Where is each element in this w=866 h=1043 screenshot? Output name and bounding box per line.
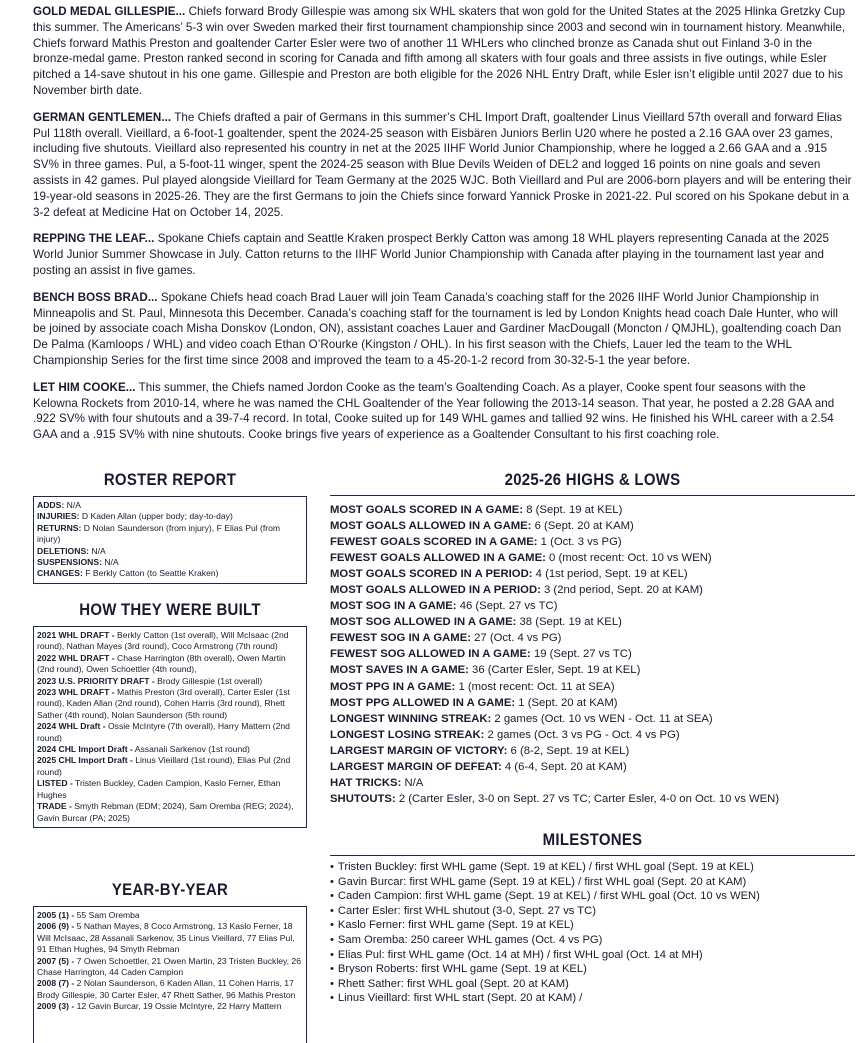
note-heading: GERMAN GENTLEMEN...: [33, 110, 172, 124]
roster-row: [37, 511, 303, 522]
yby-value: 5 Nathan Mayes, 8 Coco Armstrong, 13 Kaslo Ferner, 18 Will McIsaac, 28 Assanali Sarkenov, 35 Linus Vieillard, 77 Elias Pul, 91 Ethan Hughes, 94 Smyth Rebman: [37, 921, 295, 955]
highs-row: [330, 502, 855, 518]
highs-value: 46 (Sept. 27 vs TC): [456, 600, 558, 613]
built-value: Brody Gillespie (1st overall): [154, 675, 263, 686]
roster-key: SUSPENSIONS:: [37, 557, 102, 568]
milestone-item: [330, 933, 855, 948]
roster-value: N/A: [89, 545, 106, 556]
built-key: 2021 WHL DRAFT -: [37, 630, 115, 640]
roster-report-title: ROSTER REPORT: [103, 470, 237, 489]
built-value: Berkly Catton (1st overall), Will McIsaac (2nd round), Nathan Mayes (3rd round), Coco Armstrong (7th round): [37, 630, 289, 652]
roster-row: [37, 557, 303, 568]
built-row: [37, 676, 303, 687]
highs-value: 8 (Sept. 19 at KEL): [523, 504, 623, 516]
highs-row: [330, 550, 855, 566]
milestone-text: Rhett Sather: first WHL goal (Sept. 20 at KAM): [337, 977, 569, 990]
highs-key: HAT TRICKS:: [330, 776, 402, 789]
roster-value: N/A: [101, 557, 119, 568]
milestone-item: [330, 918, 855, 933]
roster-row: [37, 546, 303, 557]
highs-value: 2 (Carter Esler, 3-0 on Sept. 27 vs TC; Carter Esler, 4-0 on Oct. 10 vs WEN): [395, 792, 780, 805]
highs-key: MOST SOG ALLOWED IN A GAME:: [330, 616, 517, 629]
note-heading: BENCH BOSS BRAD...: [33, 290, 158, 304]
milestone-text: Gavin Burcar: first WHL game (Sept. 19 at KEL) / first WHL goal (Sept. 20 at KAM): [337, 875, 747, 888]
bullet-icon: •: [330, 875, 334, 888]
roster-report: [33, 470, 307, 584]
highs-key: FEWEST GOALS SCORED IN A GAME:: [330, 536, 538, 549]
highs-value: 1 (Oct. 3 vs PG): [537, 536, 622, 549]
highs-value: 36 (Carter Esler, Sept. 19 at KEL): [468, 664, 641, 677]
yby-row: [37, 1001, 303, 1012]
highs-row: [330, 630, 855, 646]
highs-value: 0 (most recent: Oct. 10 vs WEN): [545, 552, 712, 565]
highs-key: LARGEST MARGIN OF DEFEAT:: [330, 760, 502, 773]
built-key: 2024 WHL Draft -: [37, 721, 106, 732]
built-key: 2022 WHL DRAFT -: [37, 652, 115, 663]
roster-value: F Berkly Catton (to Seattle Kraken): [82, 568, 219, 579]
notes-section: [33, 4, 853, 454]
built-key: LISTED -: [37, 778, 73, 789]
highs-row: [330, 598, 855, 614]
highs-row: [330, 711, 855, 727]
built-value: Tristen Buckley, Caden Campion, Kaslo Ferner, Ethan Hughes: [37, 778, 281, 800]
milestone-text: Linus Vieillard: first WHL start (Sept. 20 at KAM) /: [337, 992, 583, 1005]
built-box: [33, 626, 307, 828]
note-body: The Chiefs drafted a pair of Germans in this summer’s CHL Import Draft, goaltender Linus Vieillard 57th overall and forward Elias Pul 118th overall. Vieillard, a 6-foot-1 goaltender, spent the 2024-25 season with Eisbären Juniors Berlin U20 where he posted a 2.16 GAA over 23 games, including five shutouts. Vieillard also represented his country in net at the 2025 IIHF World Junior Championship, where he logged a 2.66 GAA and a .915 SV% in three games. Pul, a 5-foot-11 winger, spent the 2024-25 season with Blue Devils Weiden of DEL2 and logged 16 points on nine goals and seven assists in 42 games. Pul played alongside Vieillard for Team Germany at the 2025 WJC. Both Vieillard and Pul are 2006-born players and will be entering their 19-year-old seasons in 2025-26. They are the first Germans to join the Chiefs since forward Yannick Proske in 2021-22. Pul scored on his Spokane debut in a 3-2 defeat at Medicine Hat on October 14, 2025.: [33, 110, 852, 219]
highs-row: [330, 775, 855, 791]
yby-key: 2009 (3) -: [37, 1001, 75, 1012]
highs-row: [330, 534, 855, 550]
note-cooke: [33, 380, 853, 443]
highs-value: N/A: [401, 776, 424, 789]
yby-key: 2007 (5) -: [37, 955, 75, 966]
highs-key: MOST SOG IN A GAME:: [330, 600, 457, 613]
built-value: Smyth Rebman (EDM; 2024), Sam Oremba (REG; 2024), Gavin Burcar (PA; 2025): [37, 801, 294, 823]
note-body: Chiefs forward Brody Gillespie was among six WHL skaters that won gold for the United States at the 2025 Hlinka Gretzky Cup this summer. The Americans’ 5-3 win over Sweden marked their first tournament championship since 2003 and second win in tournament history. Meanwhile, Chiefs forward Mathis Preston and goaltender Carter Esler were two of another 11 WHLers who clinched bronze as Canada shut out Finland 3-0 in the bronze-medal game. Preston ranked second in scoring for Canada and fifth among all skaters with four goals and three assists in five outings, while Esler pitched a 14-save shutout in his one game. Gillespie and Preston are both eligible for the 2026 NHL Entry Draft, while Esler isn’t eligible until 2027 due to his November birth date.: [33, 5, 846, 97]
how-they-were-built: [33, 600, 307, 828]
highs-key: MOST GOALS SCORED IN A PERIOD:: [330, 568, 533, 581]
built-key: TRADE -: [37, 801, 72, 812]
highs-key: LARGEST MARGIN OF VICTORY:: [330, 744, 508, 757]
milestone-item: [330, 962, 855, 977]
roster-value: N/A: [64, 500, 81, 510]
bullet-icon: •: [330, 933, 334, 946]
yby-value: 12 Gavin Burcar, 19 Ossie McIntyre, 22 Harry Mattern: [74, 1001, 282, 1012]
highs-row: [330, 759, 855, 775]
milestone-text: Sam Oremba: 250 career WHL games (Oct. 4 vs PG): [337, 933, 603, 946]
built-row: [37, 778, 303, 801]
highs-key: LONGEST LOSING STREAK:: [330, 728, 485, 741]
highs-value: 3 (2nd period, Sept. 20 at KAM): [540, 584, 703, 597]
milestone-text: Bryson Roberts: first WHL game (Sept. 19 at KEL): [337, 963, 587, 976]
highs-value: 6 (Sept. 20 at KAM): [531, 520, 634, 533]
built-key: 2025 CHL Import Draft -: [37, 755, 133, 766]
bullet-icon: •: [330, 992, 334, 1005]
highs-key: SHUTOUTS:: [330, 792, 396, 805]
built-value: Assanali Sarkenov (1st round): [132, 744, 250, 755]
highs-key: MOST PPG IN A GAME:: [330, 680, 456, 693]
note-bench-boss: [33, 290, 853, 369]
highs-value: 27 (Oct. 4 vs PG): [471, 632, 562, 645]
milestones-divider: [330, 855, 855, 856]
roster-key: CHANGES:: [37, 568, 83, 579]
bullet-icon: •: [330, 904, 334, 917]
roster-key: DELETIONS:: [37, 545, 90, 556]
milestone-text: Kaslo Ferner: first WHL game (Sept. 19 at KEL): [337, 919, 574, 932]
note-gillespie: [33, 4, 853, 99]
highs-key: LONGEST WINNING STREAK:: [330, 712, 492, 725]
built-value: Chase Harrington (8th overall), Owen Martin (2nd round), Owen Schoettler (4th round),: [37, 652, 286, 675]
built-row: [37, 687, 303, 721]
built-value: Linus Vieillard (1st round), Elias Pul (2nd round): [37, 755, 291, 777]
built-title: HOW THEY WERE BUILT: [79, 600, 261, 619]
built-row: [37, 630, 303, 653]
yby-box: [33, 906, 307, 1043]
yby-value: 55 Sam Oremba: [74, 910, 140, 920]
yby-value: 2 Nolan Saunderson, 6 Kaden Allan, 11 Cohen Harris, 17 Brody Gillespie, 30 Carter Esler, 47 Rhett Sather, 96 Mathis Preston: [37, 978, 296, 1000]
bullet-icon: •: [330, 861, 334, 873]
highs-row: [330, 646, 855, 662]
note-heading: LET HIM COOKE...: [33, 380, 136, 394]
built-row: [37, 721, 303, 744]
highs-key: FEWEST SOG IN A GAME:: [330, 632, 472, 645]
roster-row: [37, 523, 303, 546]
note-body: Spokane Chiefs captain and Seattle Kraken prospect Berkly Catton was among 18 WHL players representing Canada at the 2025 World Junior Summer Showcase in July. Catton returns to the IIHF World Junior Championship with Canada after playing in the tournament last year and posting an assist in five games.: [33, 232, 830, 277]
milestone-text: Caden Campion: first WHL game (Sept. 19 at KEL) / first WHL goal (Oct. 10 vs WEN): [337, 890, 760, 903]
bullet-icon: •: [330, 963, 334, 976]
milestone-item: [330, 977, 855, 992]
highs-divider: [330, 495, 855, 496]
milestone-item: [330, 889, 855, 904]
roster-key: ADDS:: [37, 500, 65, 510]
highs-value: 2 games (Oct. 10 vs WEN - Oct. 11 at SEA): [491, 712, 713, 725]
note-body: Spokane Chiefs head coach Brad Lauer will join Team Canada’s coaching staff for the 2026 IIHF World Junior Championship in Minneapolis and St. Paul, Minnesota this December. Canada’s coaching staff for the tournament is led by London Knights head coach Dale Hunter, who will be joined by associate coach Misha Donskov (London, ON), assistant coaches Lauer and Gardiner MacDougall (Moncton / QMJHL), goaltending coach Dan De Palma (Kamloops / WHL) and video coach Ethan O’Rourke (Kingston / OHL). In his first season with the Chiefs, Lauer led the team to the WHL Championship Series for the first time since 2008 and improved the team to a 45-20-1-2 record from 30-32-5-1 the year before.: [33, 290, 842, 367]
milestone-text: Elias Pul: first WHL game (Oct. 14 at MH) / first WHL goal (Oct. 14 at MH): [337, 948, 703, 961]
highs-row: [330, 614, 855, 630]
highs-value: 4 (6-4, Sept. 20 at KAM): [501, 760, 627, 773]
yby-row: [37, 921, 303, 955]
yby-title: YEAR-BY-YEAR: [111, 880, 229, 899]
yby-row: [37, 978, 303, 1001]
milestone-item: [330, 904, 855, 919]
roster-value: D Nolan Saunderson (from injury), F Elias Pul (from injury): [37, 522, 281, 545]
roster-row: [37, 500, 303, 511]
note-body: This summer, the Chiefs named Jordon Cooke as the team’s Goaltending Coach. As a player, Cooke spent four seasons with the Kelowna Rockets from 2010-14, where he was named the CHL Goaltender of the Year following the 2013-14 season. That year, he posted a 2.28 GAA and .922 SV% with four shutouts and a 39-7-4 record. In total, Cooke suited up for 149 WHL games and tallied 92 wins. He finished his WHL career with a 2.54 GAA and a .915 SV% with nine shutouts. Cooke brings five years of experience as a Goaltender Consultant to his first coaching role.: [33, 380, 835, 442]
highs-value: 1 (Sept. 20 at KAM): [515, 696, 618, 709]
highs-value: 4 (1st period, Sept. 19 at KEL): [532, 568, 688, 581]
roster-report-box: [33, 496, 307, 584]
built-row: [37, 744, 303, 755]
highs-key: MOST PPG ALLOWED IN A GAME:: [330, 696, 516, 709]
bullet-icon: •: [330, 919, 334, 932]
built-row: [37, 801, 303, 824]
built-value: Mathis Preston (3rd overall), Carter Esler (1st round), Kaden Allan (2nd round), Cohen Harris (3rd round), Rhett Sather (4th round), Nolan Saunderson (5th round): [37, 687, 290, 720]
built-row: [37, 755, 303, 778]
milestone-item: [330, 991, 855, 1006]
highs-key: MOST GOALS SCORED IN A GAME:: [330, 504, 524, 516]
highs-row: [330, 743, 855, 759]
built-key: 2023 U.S. PRIORITY DRAFT -: [37, 675, 155, 686]
highs-value: 19 (Sept. 27 vs TC): [530, 648, 632, 661]
bullet-icon: •: [330, 977, 334, 990]
milestones-title: MILESTONES: [542, 830, 643, 849]
roster-key: INJURIES:: [37, 511, 80, 522]
note-heading: GOLD MEDAL GILLESPIE...: [33, 5, 186, 18]
highs-key: MOST GOALS ALLOWED IN A PERIOD:: [330, 584, 541, 597]
built-key: 2023 WHL DRAFT -: [37, 687, 115, 698]
note-german: [33, 110, 853, 221]
note-leaf: [33, 231, 853, 278]
yby-key: 2008 (7) -: [37, 978, 75, 989]
highs-list: [330, 502, 855, 807]
highs-row: [330, 662, 855, 678]
milestone-item: [330, 875, 855, 890]
bullet-icon: •: [330, 890, 334, 903]
built-key: 2024 CHL Import Draft -: [37, 744, 133, 755]
highs-row: [330, 518, 855, 534]
highs-title: 2025-26 HIGHS & LOWS: [504, 470, 681, 489]
bullet-icon: •: [330, 948, 334, 961]
yby-value: 7 Owen Schoettler, 21 Owen Martin, 23 Tristen Buckley, 26 Chase Harrington, 44 Caden Campion: [37, 955, 301, 978]
highs-row: [330, 566, 855, 582]
highs-key: FEWEST SOG ALLOWED IN A GAME:: [330, 648, 531, 661]
roster-value: D Kaden Allan (upper body; day-to-day): [79, 511, 233, 522]
built-value: Ossie McIntyre (7th overall), Harry Mattern (2nd round): [37, 721, 290, 743]
yby-row: [37, 910, 303, 921]
highs-key: MOST SAVES IN A GAME:: [330, 664, 469, 677]
highs-value: 38 (Sept. 19 at KEL): [516, 616, 622, 629]
highs-key: MOST GOALS ALLOWED IN A GAME:: [330, 520, 532, 533]
yby-key: 2005 (1) -: [37, 910, 75, 920]
yby-key: 2006 (9) -: [37, 921, 75, 932]
note-heading: REPPING THE LEAF...: [33, 232, 155, 246]
highs-and-lows: [330, 470, 855, 807]
roster-row: [37, 568, 303, 579]
highs-value: 6 (8-2, Sept. 19 at KEL): [507, 744, 630, 757]
milestone-item: [330, 860, 855, 875]
highs-row: [330, 582, 855, 598]
milestones: [330, 830, 855, 1006]
built-row: [37, 653, 303, 676]
highs-row: [330, 695, 855, 711]
milestone-item: [330, 948, 855, 963]
highs-value: 2 games (Oct. 3 vs PG - Oct. 4 vs PG): [484, 728, 680, 741]
highs-row: [330, 727, 855, 743]
highs-row: [330, 791, 855, 807]
milestone-text: Carter Esler: first WHL shutout (3-0, Sept. 27 vs TC): [337, 904, 596, 917]
milestones-list: [330, 860, 855, 1006]
milestone-text: Tristen Buckley: first WHL game (Sept. 19 at KEL) / first WHL goal (Sept. 19 at KEL): [337, 861, 754, 873]
yby-row: [37, 956, 303, 979]
roster-key: RETURNS:: [37, 522, 82, 533]
highs-row: [330, 679, 855, 695]
highs-value: 1 (most recent: Oct. 11 at SEA): [455, 680, 615, 693]
year-by-year: [33, 880, 307, 1043]
highs-key: FEWEST GOALS ALLOWED IN A GAME:: [330, 552, 546, 565]
